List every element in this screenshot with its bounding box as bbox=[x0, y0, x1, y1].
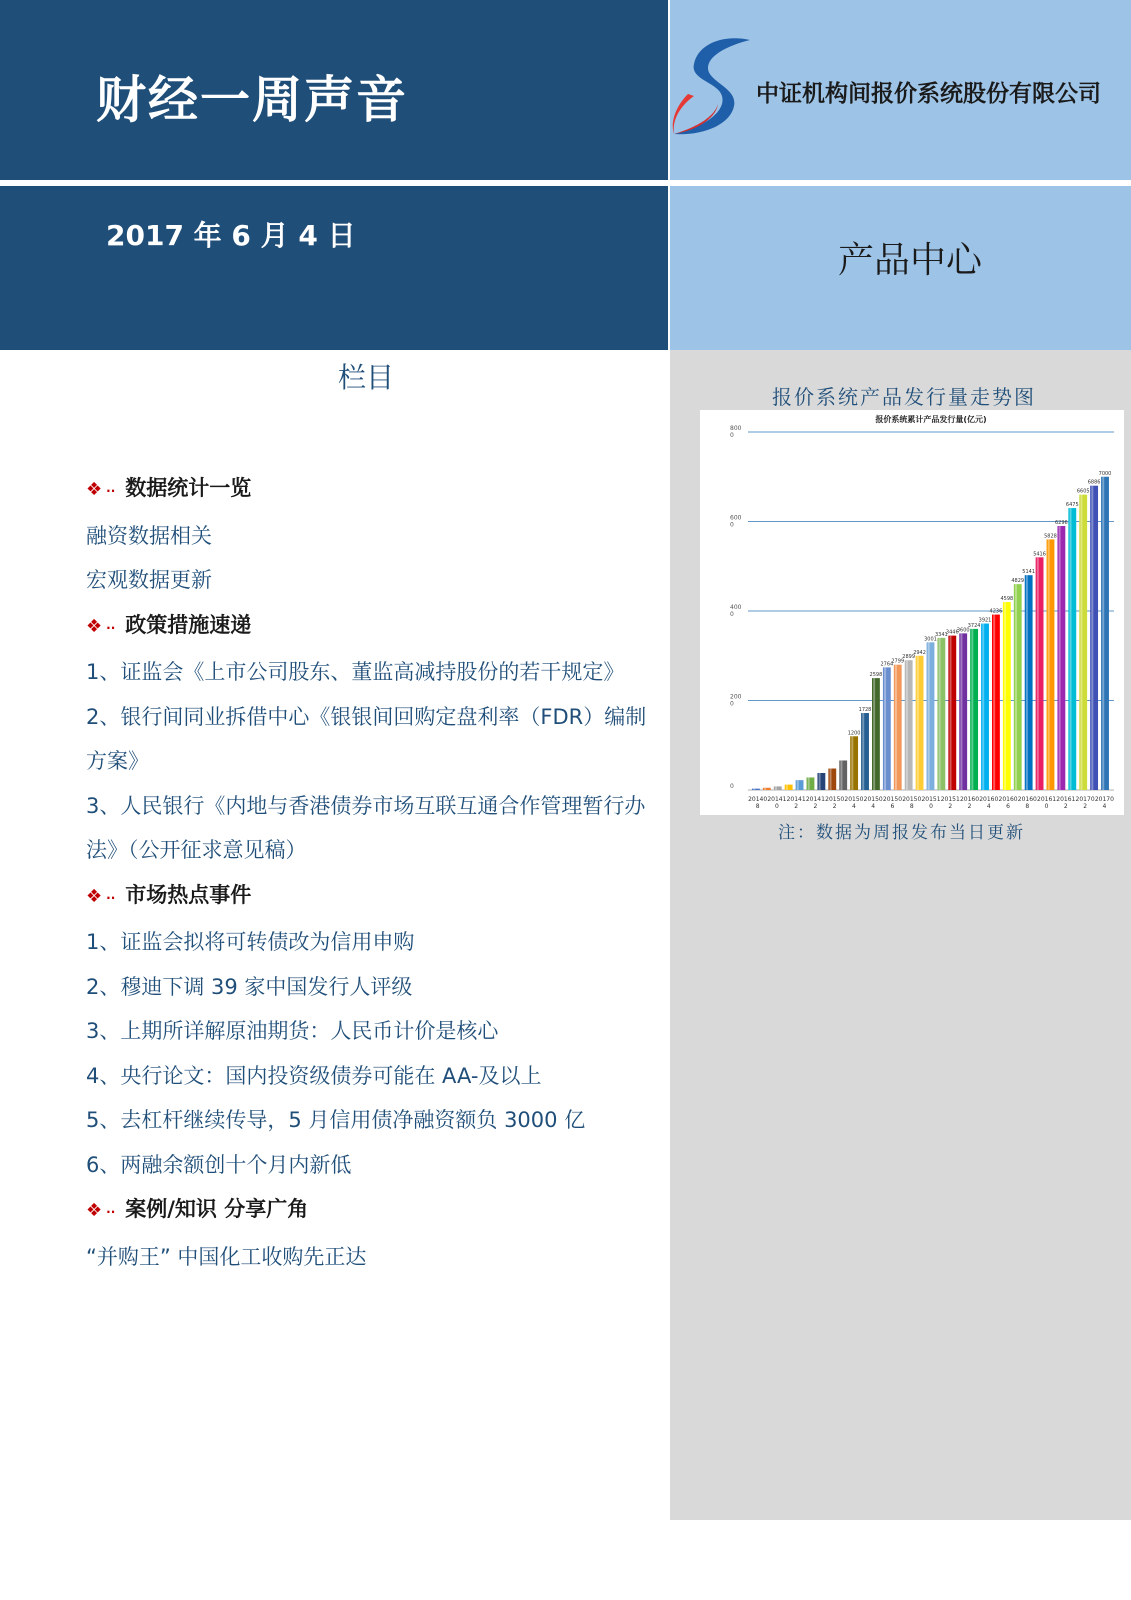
data-label: 3341 bbox=[935, 631, 948, 638]
toc-item: 1、证监会拟将可转债改为信用申购 bbox=[86, 930, 415, 954]
issue-date: 2017 年 6 月 4 日 bbox=[106, 219, 356, 252]
data-label: 4598 bbox=[1000, 596, 1014, 603]
bar-highlight bbox=[1048, 539, 1050, 790]
bar-highlight bbox=[1070, 508, 1072, 790]
toc-item: “并购王” 中国化工收购先正达 bbox=[86, 1244, 367, 1269]
x-tick-label: 20141 0 bbox=[767, 796, 787, 810]
x-tick-label: 20160 8 bbox=[1017, 796, 1037, 810]
toc-section: ❖ ·· 市场热点事件 bbox=[86, 882, 252, 907]
x-tick-label: 20160 2 bbox=[959, 796, 980, 810]
bar bbox=[1014, 584, 1022, 790]
bar-highlight bbox=[764, 788, 766, 790]
bar bbox=[850, 736, 858, 790]
data-label: 6886 bbox=[1087, 479, 1101, 486]
bar-highlight bbox=[797, 780, 799, 790]
header-band-date bbox=[0, 186, 668, 350]
x-tick-label: 20170 4 bbox=[1094, 796, 1114, 810]
data-label: 3001 bbox=[924, 636, 937, 643]
x-tick-label: 20160 6 bbox=[998, 796, 1018, 810]
bar-highlight bbox=[960, 633, 962, 790]
data-label: 2799 bbox=[891, 658, 905, 665]
x-tick-label: 20161 2 bbox=[1056, 796, 1076, 810]
y-tick-label: 800 0 bbox=[730, 425, 742, 439]
toc-item: 融资数据相关 bbox=[86, 523, 212, 548]
company-logo-icon bbox=[668, 34, 756, 138]
toc-item: 1、证监会《上市公司股东、董监高减持股份的若干规定》 bbox=[86, 660, 625, 684]
data-label: 5828 bbox=[1044, 533, 1057, 540]
bar-highlight bbox=[917, 656, 919, 790]
bar-highlight bbox=[1102, 477, 1104, 790]
dots-icon: ·· bbox=[106, 484, 116, 498]
diamond-bullet-icon: ❖ bbox=[86, 1200, 103, 1221]
x-tick-label: 20150 2 bbox=[825, 796, 845, 810]
toc-item: 6、两融余额创十个月内新低 bbox=[86, 1152, 352, 1177]
toc-section: ❖ ·· 案例/知识 分享广角 bbox=[86, 1197, 309, 1221]
x-tick-label: 20160 4 bbox=[979, 796, 999, 810]
bar bbox=[828, 769, 836, 790]
bar-highlight bbox=[873, 678, 875, 790]
data-label: 4236 bbox=[989, 608, 1003, 615]
data-label: 6296 bbox=[1055, 519, 1068, 526]
data-label: 6605 bbox=[1076, 488, 1090, 495]
toc-list bbox=[86, 466, 666, 1279]
x-tick-label: 20150 4 bbox=[844, 796, 864, 810]
company-name: 中证机构间报价系统股份有限公司 bbox=[756, 81, 1101, 107]
data-label: 5416 bbox=[1033, 551, 1046, 558]
toc-item: 3、人民银行《内地与香港债券市场互联互通合作管理暂行办法》（公开征求意见稿） bbox=[86, 793, 646, 862]
x-tick-label: 20141 2 bbox=[805, 796, 825, 810]
chart-title: 报价系统累计产品发行量(亿元) bbox=[875, 415, 987, 424]
toc-item: 3、上期所详解原油期货：人民币计价是核心 bbox=[86, 1019, 499, 1043]
data-label: 2764 bbox=[880, 661, 894, 668]
bar-highlight bbox=[862, 713, 864, 790]
dots-icon: ·· bbox=[106, 890, 116, 905]
toc-item: 2、穆迪下调 39 家中国发行人评级 bbox=[86, 974, 413, 999]
bar-highlight bbox=[775, 786, 777, 790]
bar-highlight bbox=[1080, 495, 1082, 790]
bar-highlight bbox=[819, 773, 821, 790]
bar-highlight bbox=[950, 636, 952, 790]
bar-highlight bbox=[1059, 526, 1061, 790]
page-title: 财经一周声音 bbox=[96, 71, 408, 129]
bar-highlight bbox=[906, 660, 908, 790]
bar bbox=[894, 665, 902, 790]
x-tick-label: 20141 2 bbox=[786, 796, 806, 810]
data-label: 7000 bbox=[1098, 470, 1112, 477]
data-label: 3724 bbox=[967, 622, 981, 629]
y-tick-label: 400 0 bbox=[730, 604, 742, 618]
chart-caption: 报价系统产品发行量走势图 bbox=[772, 385, 1036, 409]
toc-item: 5、去杠杆继续传导，5 月信用债净融资额负 3000 亿 bbox=[86, 1108, 586, 1132]
bar-highlight bbox=[840, 760, 842, 790]
bar-highlight bbox=[1015, 584, 1017, 790]
data-label: 2942 bbox=[913, 649, 926, 656]
bar-highlight bbox=[971, 629, 973, 790]
bar-highlight bbox=[1091, 486, 1093, 790]
x-tick-label: 20161 0 bbox=[1037, 796, 1057, 810]
bar bbox=[916, 656, 924, 790]
x-tick-label: 20170 2 bbox=[1075, 796, 1095, 810]
x-tick-label: 20150 4 bbox=[863, 796, 883, 810]
toc-section: ❖ ·· 政策措施速递 bbox=[86, 612, 252, 637]
diamond-bullet-icon: ❖ bbox=[86, 885, 103, 907]
toc-section: ❖ ·· 数据统计一览 bbox=[86, 476, 252, 500]
bar bbox=[937, 638, 945, 790]
department-name: 产品中心 bbox=[838, 240, 983, 281]
x-tick-label: 20151 2 bbox=[940, 796, 960, 810]
data-label: 3446 bbox=[945, 629, 959, 636]
chart-note: 注：数据为周报发布当日更新 bbox=[778, 823, 1025, 843]
bar-highlight bbox=[786, 785, 788, 790]
toc-item: 4、央行论文：国内投资级债券可能在 AA-及以上 bbox=[86, 1063, 542, 1088]
bar-highlight bbox=[1037, 557, 1039, 790]
diamond-bullet-icon: ❖ bbox=[86, 615, 103, 637]
x-tick-label: 20150 8 bbox=[902, 796, 922, 810]
x-tick-label: 20140 8 bbox=[748, 796, 768, 810]
data-label: 2899 bbox=[902, 654, 916, 661]
data-label: 1200 bbox=[847, 730, 861, 737]
bar-highlight bbox=[808, 777, 810, 790]
bar-highlight bbox=[993, 615, 995, 790]
bar-highlight bbox=[939, 638, 941, 790]
dots-icon: ·· bbox=[106, 620, 116, 635]
chart-container bbox=[700, 410, 1124, 815]
bar-highlight bbox=[928, 642, 930, 790]
data-label: 2598 bbox=[869, 672, 883, 679]
toc-heading: 栏目 bbox=[338, 361, 395, 394]
bar bbox=[752, 789, 760, 790]
bar bbox=[872, 678, 880, 790]
toc-item: 宏观数据更新 bbox=[86, 568, 212, 592]
y-tick-label: 600 0 bbox=[730, 514, 742, 529]
toc-item: 2、银行间同业拆借中心《银银间回购定盘利率（FDR）编制方案》 bbox=[86, 704, 647, 773]
y-tick-label: 200 0 bbox=[730, 693, 742, 708]
bar-highlight bbox=[851, 736, 853, 790]
bar-highlight bbox=[884, 667, 886, 790]
bar-highlight bbox=[830, 769, 832, 790]
bar bbox=[774, 786, 782, 790]
bar-highlight bbox=[753, 789, 755, 790]
x-tick-label: 20151 0 bbox=[921, 796, 941, 810]
bar-highlight bbox=[1004, 602, 1006, 790]
data-label: 3600 bbox=[956, 627, 970, 634]
x-tick-label: 20150 6 bbox=[882, 796, 903, 810]
data-label: 4829 bbox=[1011, 578, 1025, 585]
diamond-bullet-icon: ❖ bbox=[86, 479, 103, 500]
bar-highlight bbox=[895, 665, 897, 790]
bar bbox=[948, 636, 956, 790]
bar bbox=[839, 760, 847, 790]
y-tick-label: 0 bbox=[730, 783, 734, 790]
data-label: 1728 bbox=[858, 707, 872, 714]
dots-icon: ·· bbox=[106, 1205, 116, 1219]
data-label: 6475 bbox=[1065, 502, 1079, 509]
data-label: 3921 bbox=[978, 617, 992, 624]
bar-chart bbox=[700, 410, 1124, 815]
bar bbox=[817, 773, 825, 790]
bar-highlight bbox=[982, 624, 984, 790]
bar bbox=[796, 780, 804, 790]
data-label: 5141 bbox=[1022, 569, 1036, 576]
bar bbox=[992, 615, 1000, 790]
bar-highlight bbox=[1026, 575, 1028, 790]
